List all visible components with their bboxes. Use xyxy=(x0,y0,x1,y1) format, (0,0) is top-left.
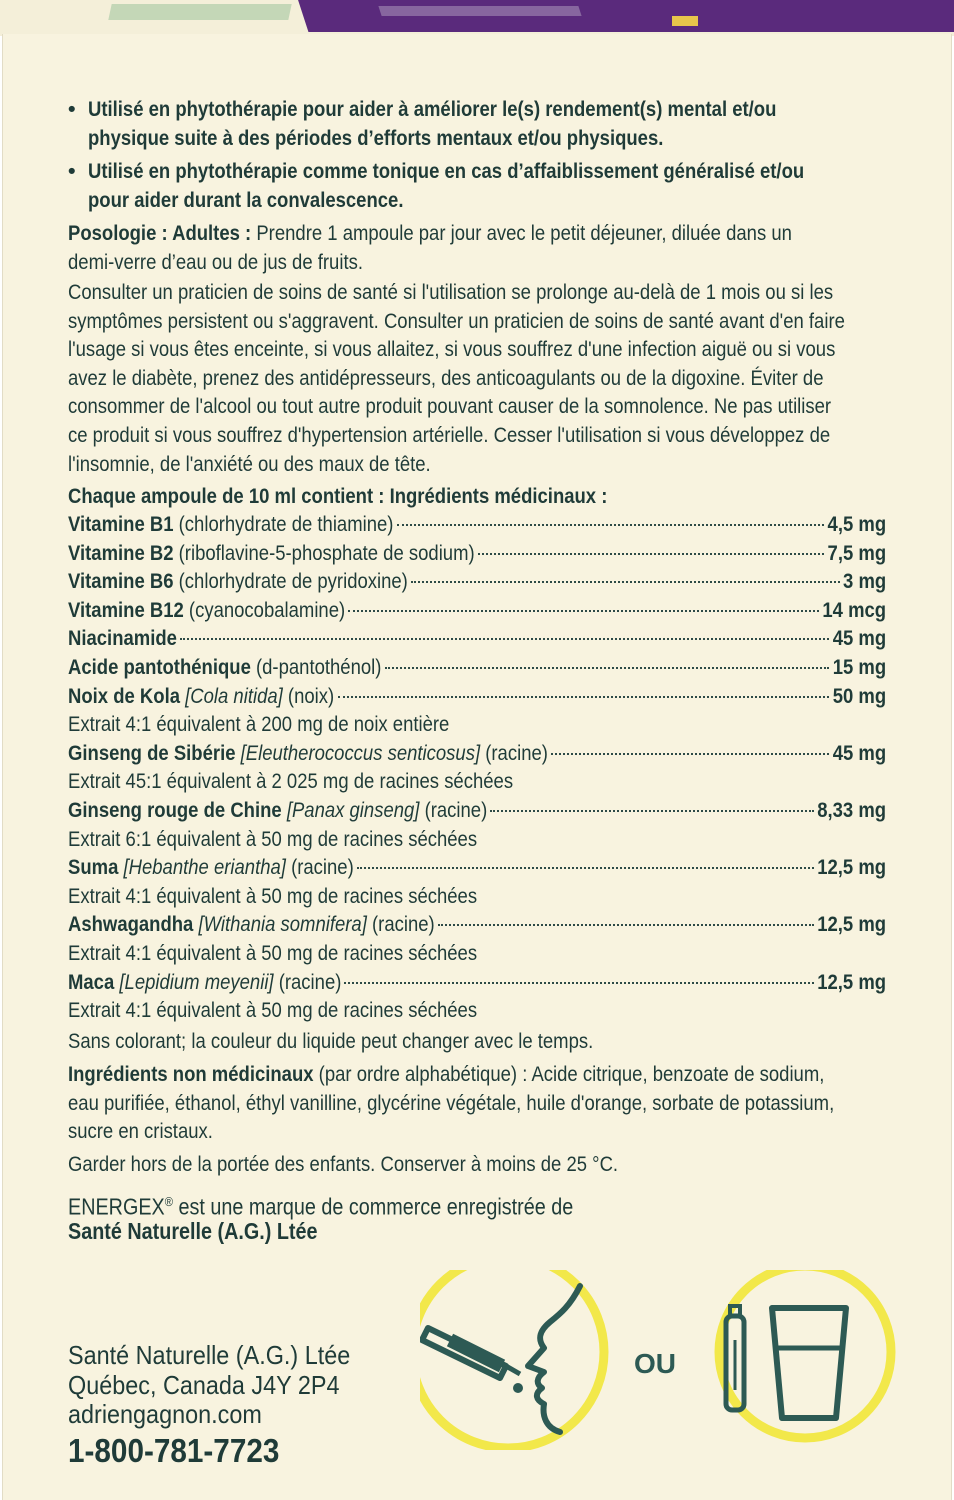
posology-label: Posologie : Adultes : xyxy=(68,221,252,245)
ingredient-row xyxy=(68,739,886,767)
ingredient-extract-note: Extrait 4:1 équivalent à 50 mg de racines séchées xyxy=(68,998,478,1023)
ingredient-extract-note: Extrait 4:1 équivalent à 200 mg de noix entière xyxy=(68,712,450,737)
ingredient-row xyxy=(68,567,886,595)
ingredient-extract-note: Extrait 6:1 équivalent à 50 mg de racines séchées xyxy=(68,826,478,851)
ingredient-extract-note: Extrait 4:1 équivalent à 50 mg de racines séchées xyxy=(68,941,478,965)
ingredient-label xyxy=(68,510,393,538)
flap-decoration-purple xyxy=(292,0,954,32)
ingredient-label xyxy=(68,853,354,881)
flap-decoration-band xyxy=(378,6,581,16)
ingredient-latin-name: [Lepidium meyenii] xyxy=(114,969,274,994)
trademark-note xyxy=(68,1188,573,1221)
ingredient-source: (noix) xyxy=(282,683,335,708)
ingredient-latin-name: [Panax ginseng] xyxy=(281,798,420,822)
ingredient-source: (racine) xyxy=(480,740,548,765)
dot-leader xyxy=(385,667,830,669)
posology xyxy=(68,219,890,276)
dot-leader xyxy=(338,696,830,698)
no-colorant-note: Sans colorant; la couleur du liquide peut changer avec le temps. xyxy=(68,1029,594,1053)
ingredient-amount: 45 mg xyxy=(832,626,886,651)
address-company: Santé Naturelle (A.G.) Ltée xyxy=(68,1340,351,1370)
non-medicinal-ingredients xyxy=(68,1060,890,1146)
glass-icon xyxy=(772,1308,846,1418)
ingredient-row xyxy=(68,910,886,938)
posology-text: Prendre 1 ampoule par jour avec le petit déjeuner, diluée dans un xyxy=(256,221,792,245)
ingredient-amount: 7,5 mg xyxy=(827,540,886,565)
ingredient-name: Ashwagandha xyxy=(68,912,194,937)
ingredient-row xyxy=(68,682,886,710)
dropper-mouth-icon xyxy=(420,1270,604,1448)
ingredient-row xyxy=(68,653,886,681)
ingredient-source: (d-pantothénol) xyxy=(250,655,382,679)
ingredient-label xyxy=(68,567,408,595)
dot-leader xyxy=(357,867,814,869)
ingredient-source: (cyanocobalamine) xyxy=(183,597,346,622)
ingredient-name: Noix de Kola xyxy=(68,683,180,708)
ingredient-amount: 45 mg xyxy=(832,740,886,765)
ingredient-row xyxy=(68,596,886,624)
ingredient-label xyxy=(68,968,341,996)
brand-name: ENERGEX xyxy=(68,1193,165,1220)
ingredient-label xyxy=(68,739,548,767)
ampoule-glass-icon xyxy=(719,1270,891,1438)
ingredient-row xyxy=(68,853,886,881)
bullet-dot: • xyxy=(68,97,76,121)
ingredient-extract-note: Extrait 45:1 équivalent à 2 025 mg de racines séchées xyxy=(68,769,514,794)
posology-text-2: demi-verre d’eau ou de jus de fruits. xyxy=(68,249,363,274)
dot-leader xyxy=(344,982,814,984)
registered-mark: ® xyxy=(164,1194,173,1209)
ingredient-row xyxy=(68,796,886,824)
box-top-flap xyxy=(0,0,954,36)
claim-1: Utilisé en phytothérapie pour aider à améliorer le(s) rendement(s) mental et/ou physique suite à des périodes d’efforts mentaux et/ou physiques. xyxy=(88,97,777,150)
ingredient-amount: 8,33 mg xyxy=(817,798,886,822)
storage-note: Garder hors de la portée des enfants. Conserver à moins de 25 °C. xyxy=(68,1152,619,1176)
ingredient-source: (racine) xyxy=(273,969,342,994)
website-link[interactable]: adriengagnon.com xyxy=(68,1399,262,1429)
ingredient-source: (racine) xyxy=(419,798,488,822)
ingredient-source: (chlorhydrate de pyridoxine) xyxy=(173,569,408,594)
ingredient-amount: 15 mg xyxy=(832,655,886,679)
ingredient-row xyxy=(68,624,886,652)
ingredient-row xyxy=(68,968,886,996)
flap-decoration-green xyxy=(108,4,291,20)
ingredient-label xyxy=(68,682,334,710)
ingredient-amount: 50 mg xyxy=(832,683,886,708)
ingredient-latin-name: [Withania somnifera] xyxy=(193,912,367,937)
ingredient-name: Ginseng rouge de Chine xyxy=(68,798,282,822)
flap-decoration-yellow xyxy=(672,16,698,26)
ingredient-label xyxy=(68,539,475,567)
ingredient-name: Maca xyxy=(68,969,115,994)
trademark-company: Santé Naturelle (A.G.) Ltée xyxy=(68,1218,318,1244)
ingredient-source: (racine) xyxy=(285,855,354,880)
dot-leader xyxy=(490,810,814,812)
ingredient-name: Suma xyxy=(68,855,119,880)
ingredient-label xyxy=(68,653,381,681)
ingredient-source: (chlorhydrate de thiamine) xyxy=(173,512,394,536)
or-label: OU xyxy=(634,1348,676,1379)
ingredient-latin-name: [Cola nitida] xyxy=(179,683,283,708)
ingredient-label xyxy=(68,910,435,938)
ingredient-label xyxy=(68,596,345,624)
ingredient-latin-name: [Eleutherococcus senticosus] xyxy=(235,740,481,765)
ingredient-amount: 12,5 mg xyxy=(817,969,886,994)
ingredient-name: Vitamine B6 xyxy=(68,569,174,594)
ingredient-extract-note: Extrait 4:1 équivalent à 50 mg de racines séchées xyxy=(68,883,478,908)
ingredient-latin-name: [Hebanthe eriantha] xyxy=(118,855,286,880)
non-medicinal-text: (par ordre alphabétique) : Acide citrique, benzoate de sodium, xyxy=(313,1062,825,1086)
trademark-text: est une marque de commerce enregistrée de xyxy=(172,1193,574,1220)
ingredient-name: Vitamine B12 xyxy=(68,597,184,622)
non-medicinal-text-2: eau purifiée, éthanol, éthyl vanilline, glycérine végétale, huile d'orange, sorbate de potassium, xyxy=(68,1090,835,1115)
claim-2: Utilisé en phytothérapie comme tonique en cas d’affaiblissement généralisé et/ou pour aider durant la convalescence. xyxy=(88,159,805,212)
dot-leader xyxy=(180,638,830,640)
ingredient-source: (racine) xyxy=(366,912,435,937)
ingredient-name: Ginseng de Sibérie xyxy=(68,740,236,765)
dot-leader xyxy=(411,581,840,583)
ingredient-amount: 4,5 mg xyxy=(827,512,886,536)
ingredients-heading: Chaque ampoule de 10 ml contient : Ingrédients médicinaux : xyxy=(68,484,608,508)
ingredient-amount: 12,5 mg xyxy=(817,912,886,937)
ingredient-name: Vitamine B2 xyxy=(68,540,174,565)
ingredient-amount: 3 mg xyxy=(842,569,886,594)
ingredient-label xyxy=(68,624,177,652)
dot-leader xyxy=(397,524,824,526)
ingredient-row xyxy=(68,510,886,538)
phone-number[interactable]: 1-800-781-7723 xyxy=(68,1432,280,1469)
address-city: Québec, Canada J4Y 2P4 xyxy=(68,1370,340,1400)
warnings: Consulter un praticien de soins de santé si l'utilisation se prolonge au-delà de 1 mois ou si les symptômes persistent ou s'aggravent. Consulter un praticien de soins de santé avant d'en faire l'usage si vous êtes enceinte, si vous allaitez, si vous souffrez d'une infection aiguë ou si vous avez le diabète, prenez des antidépresseurs, des anticoagulants ou de la digoxine. Éviter de consommer de l'alcool ou tout autre produit pouvant causer de la somnolence. Ne pas utiliser ce produit si vous souffrez d'hypertension artérielle. Cesser l'utilisation si vous développez de l'insomnie, de l'anxiété ou des maux de tête. xyxy=(68,280,845,476)
dot-leader xyxy=(348,610,819,612)
bullet-dot: • xyxy=(68,159,76,183)
dot-leader xyxy=(438,924,814,926)
ingredient-name: Niacinamide xyxy=(68,626,177,651)
non-medicinal-label: Ingrédients non médicinaux xyxy=(68,1062,314,1086)
ingredient-source: (riboflavine-5-phosphate de sodium) xyxy=(173,540,475,565)
dot-leader xyxy=(551,753,829,755)
ingredient-name: Vitamine B1 xyxy=(68,512,174,536)
non-medicinal-text-3: sucre en cristaux. xyxy=(68,1119,213,1144)
ingredient-name: Acide pantothénique xyxy=(68,655,251,679)
ingredient-amount: 12,5 mg xyxy=(817,855,886,880)
ingredient-label xyxy=(68,796,487,824)
dot-leader xyxy=(478,553,825,555)
ingredient-amount: 14 mcg xyxy=(822,597,886,622)
ingredient-row xyxy=(68,539,886,567)
